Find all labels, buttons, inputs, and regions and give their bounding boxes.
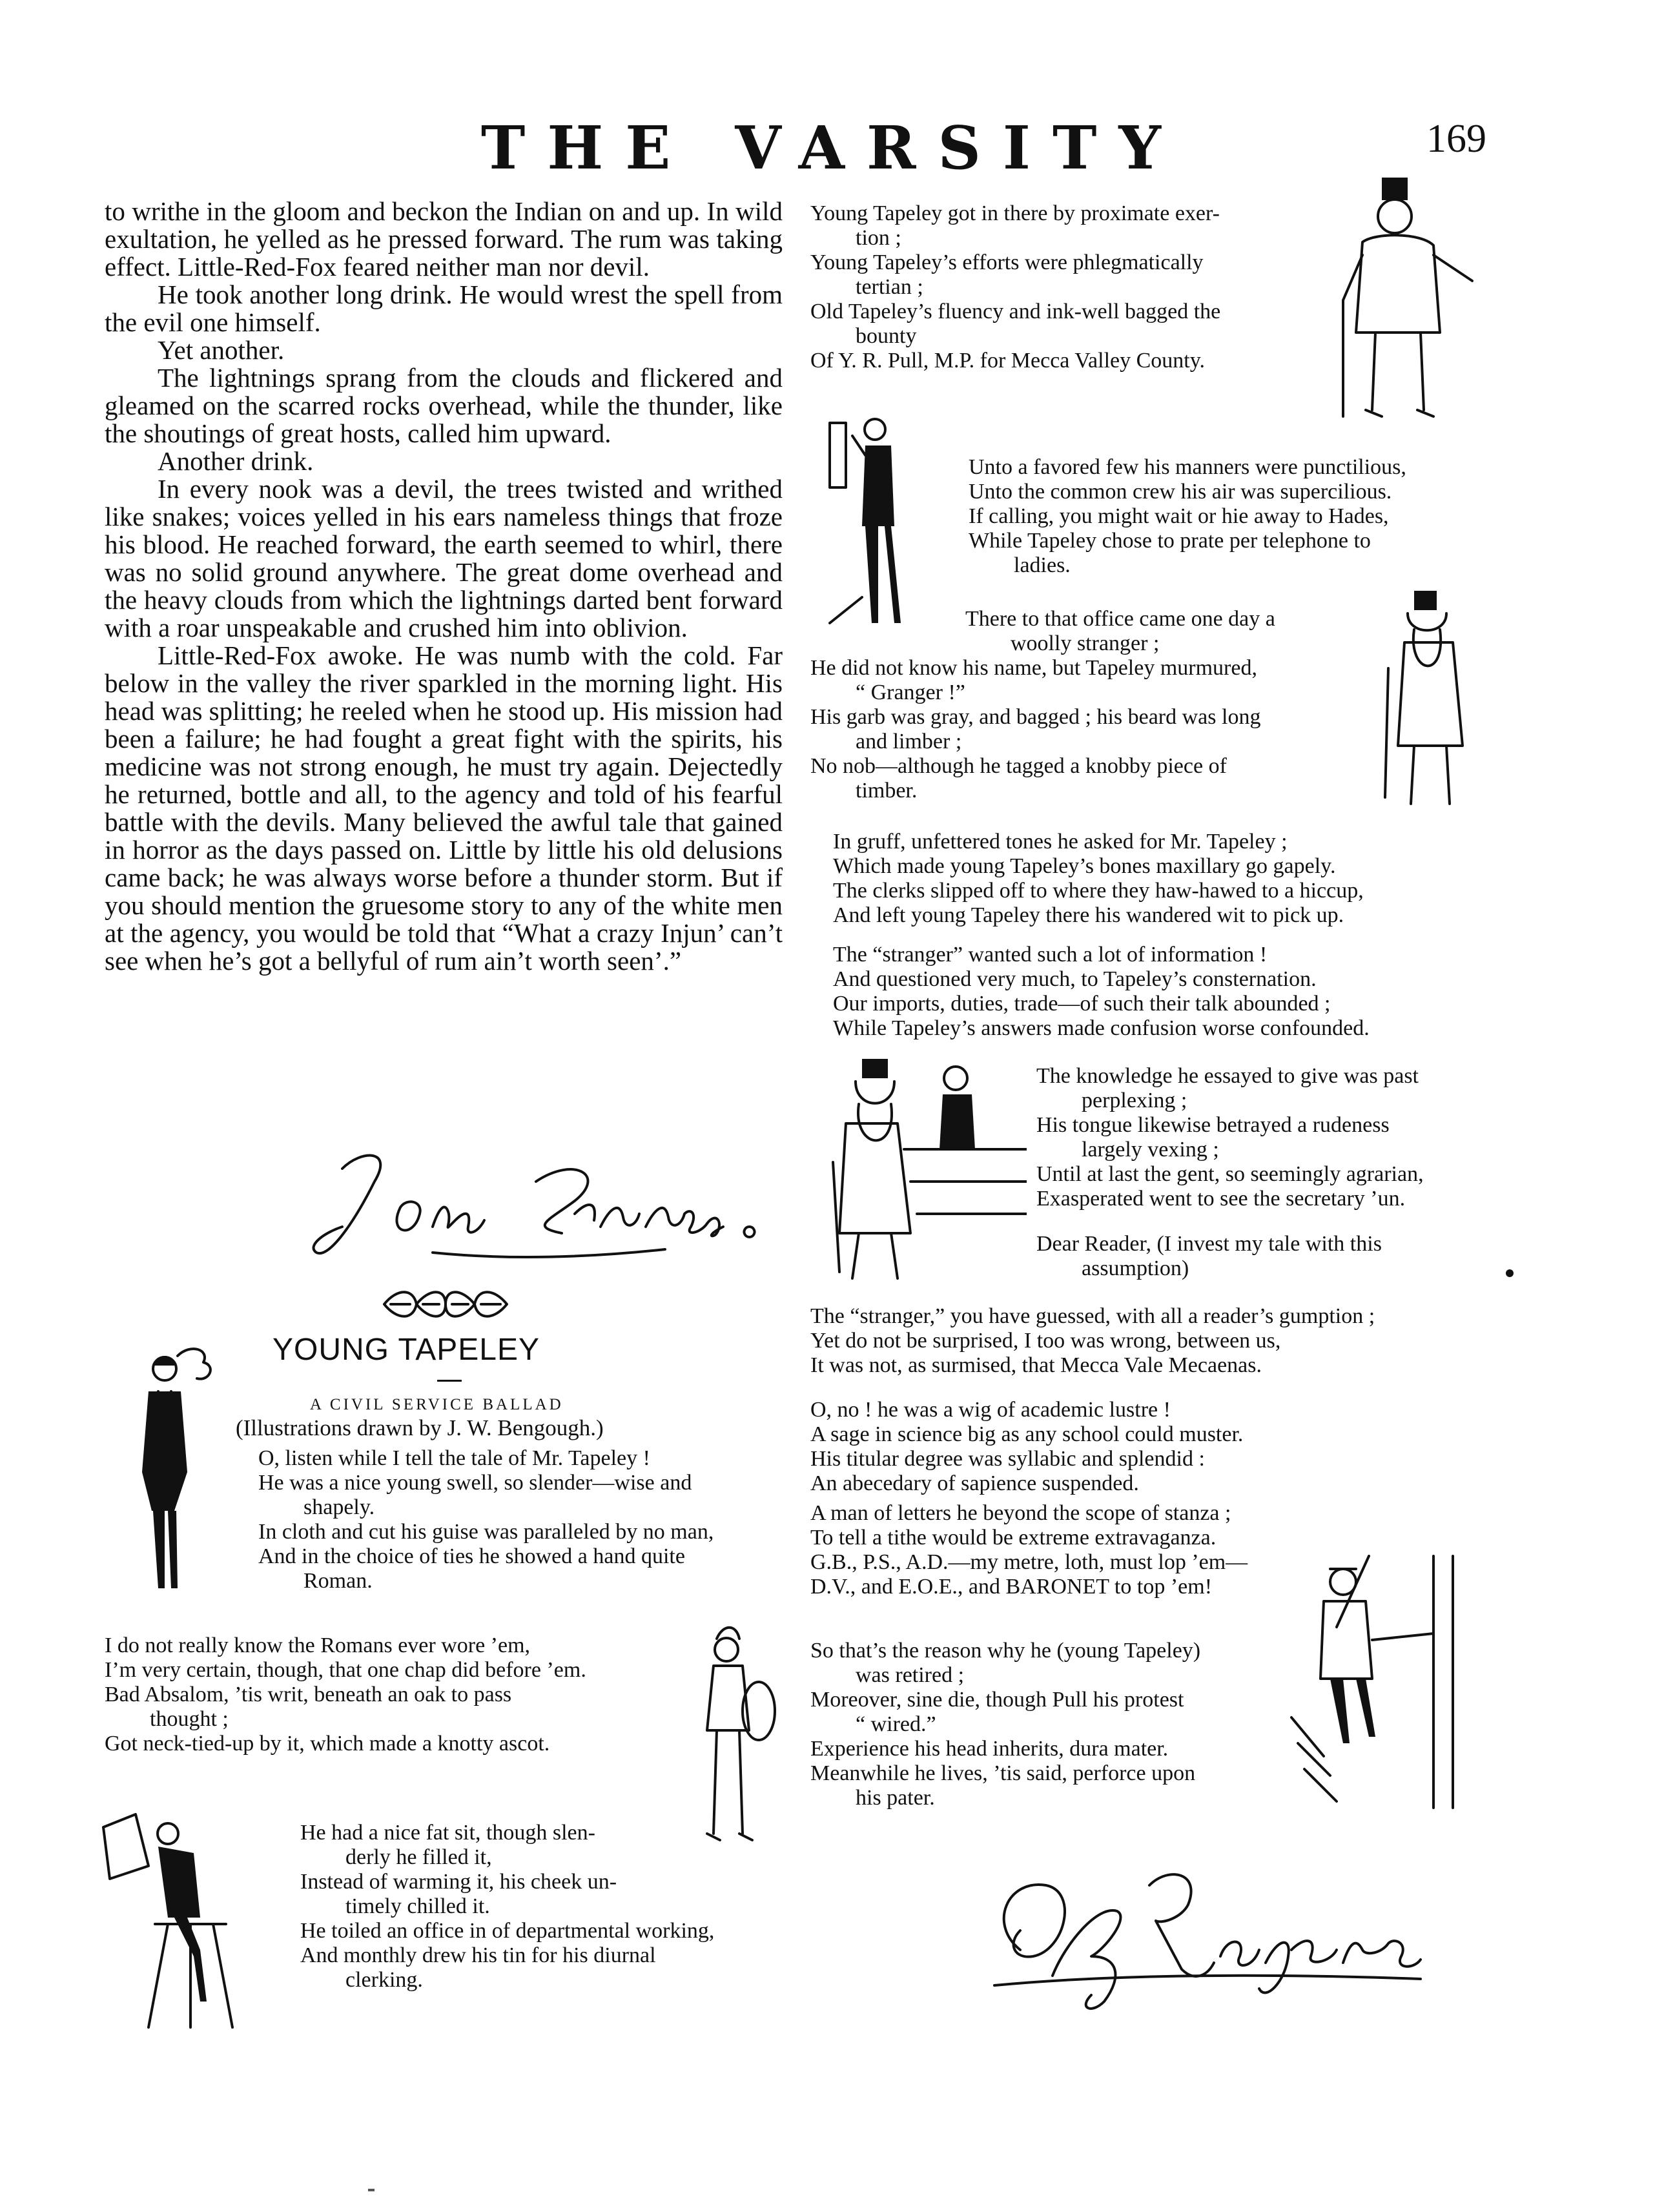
story-paragraph: He took another long drink. He would wrest the spell from the evil one himself. xyxy=(105,280,783,337)
verse-line: ladies. xyxy=(1014,553,1071,577)
verse-line: Experience his head inherits, dura mater. xyxy=(810,1737,1169,1761)
verse-line: D.V., and E.O.E., and BARONET to top ’em! xyxy=(810,1575,1213,1599)
pull-mp-illustration xyxy=(1317,171,1485,423)
story-paragraph: Another drink. xyxy=(158,446,314,476)
ballad-stanza-10 xyxy=(810,1232,1495,1378)
illustration-credit: (Illustrations drawn by J. W. Bengough.) xyxy=(236,1415,604,1440)
verse-line: While Tapeley’s answers made confusion worse confounded. xyxy=(833,1016,1370,1040)
verse-line: While Tapeley chose to prate per telephone to xyxy=(969,529,1371,553)
ballad-stanza-8 xyxy=(833,943,1492,1041)
ballad-title: YOUNG TAPELEY xyxy=(272,1333,540,1367)
verse-line: Got neck-tied-up by it, which made a knotty ascot. xyxy=(105,1732,550,1756)
verse-line: And monthly drew his tin for his diurnal xyxy=(300,1943,656,1967)
verse-line: timber. xyxy=(856,779,918,803)
verse-line: Instead of warming it, his cheek un- xyxy=(300,1870,617,1894)
story-paragraph: to writhe in the gloom and beckon the Indian on and up. In wild exultation, he yelled as he pressed forward. The rum was taking effect. Little-Red-Fox feared neither man nor devil. xyxy=(105,196,783,282)
verse-line: “ Granger !” xyxy=(856,681,965,704)
verse-line: He toiled an office in of departmental working, xyxy=(300,1919,715,1943)
verse-line: Dear Reader, (I invest my tale with this xyxy=(1036,1232,1382,1256)
verse-line: Unto a favored few his manners were punctilious, xyxy=(969,455,1406,479)
verse-line: In gruff, unfettered tones he asked for Mr. Tapeley ; xyxy=(833,830,1288,854)
verse-line: woolly stranger ; xyxy=(1011,631,1160,655)
verse-line: assumption) xyxy=(1082,1256,1189,1280)
stray-dot xyxy=(1506,1269,1514,1277)
verse-line: Yet do not be surprised, I too was wrong, between us, xyxy=(810,1329,1281,1353)
ballad-stanza-13 xyxy=(810,1639,1327,1810)
decorative-ornament xyxy=(378,1282,513,1327)
verse-line: bounty xyxy=(856,324,917,348)
ballad-stanza-3 xyxy=(300,1821,791,1992)
verse-line: O, listen while I tell the tale of Mr. Tapeley ! xyxy=(258,1446,650,1470)
verse-line: thought ; xyxy=(150,1707,229,1731)
verse-line: tertian ; xyxy=(856,275,923,299)
verse-line: His tongue likewise betrayed a rudeness xyxy=(1036,1113,1390,1137)
verse-line: And questioned very much, to Tapeley’s consternation. xyxy=(833,967,1317,991)
verse-line: Moreover, sine die, though Pull his protest xyxy=(810,1688,1184,1712)
ballad-stanza-2 xyxy=(105,1633,686,1756)
verse-line: A man of letters he beyond the scope of stanza ; xyxy=(810,1501,1231,1525)
verse-line: Old Tapeley’s fluency and ink-well bagged the xyxy=(810,300,1221,323)
verse-line: A sage in science big as any school could muster. xyxy=(810,1422,1244,1446)
ballad-stanza-6 xyxy=(810,607,1392,803)
verse-line: Bad Absalom, ’tis writ, beneath an oak to pass xyxy=(105,1683,512,1706)
verse-line: largely vexing ; xyxy=(1082,1138,1219,1162)
verse-line: perplexing ; xyxy=(1082,1089,1187,1112)
verse-line: clerking. xyxy=(345,1968,423,1992)
verse-line: It was not, as surmised, that Mecca Vale Mecaenas. xyxy=(810,1353,1262,1377)
page-number: 169 xyxy=(1426,117,1486,161)
signature-og-rogers xyxy=(969,1847,1459,2021)
verse-line: tion ; xyxy=(856,226,901,250)
verse-line: Young Tapeley got in there by proximate exer- xyxy=(810,201,1220,225)
verse-line: Roman. xyxy=(303,1569,373,1593)
verse-line: He was a nice young swell, so slender—wise and xyxy=(258,1471,692,1495)
verse-line: Our imports, duties, trade—of such their talk abounded ; xyxy=(833,992,1331,1016)
verse-line: timely chilled it. xyxy=(345,1894,490,1918)
verse-line: His garb was gray, and bagged ; his beard was long xyxy=(810,705,1261,729)
verse-line: derly he filled it, xyxy=(345,1845,492,1869)
verse-line: If calling, you might wait or hie away to Hades, xyxy=(969,504,1389,528)
verse-line: G.B., P.S., A.D.—my metre, loth, must lop ’em— xyxy=(810,1550,1248,1574)
verse-line: Young Tapeley’s efforts were phlegmatically xyxy=(810,251,1204,274)
tapeley-smoking-illustration xyxy=(113,1343,223,1601)
page-speck xyxy=(368,2189,375,2191)
tapeley-ejected-illustration xyxy=(1285,1550,1479,1821)
story-paragraph: Little-Red-Fox awoke. He was numb with the cold. Far below in the valley the river sparkled in the morning light. His head was splitting; he reeled when he stood up. His mission had been a failure; he had fought a great fight with the spirits, his medicine was not strong enough, he must try again. Dejectedly he returned, bottle and all, to the agency and told of his fearful battle with the devils. Many believed the awful tale that gained in horror as the days passed on. Little by little his old delusions came back; he was always worse before a thunder storm. But if you should mention the gruesome story to any of the white men at the agency, you would be told that “What a crazy Injun’ can’t see when he’s got a bellyful of rum ain’t worth seen’.” xyxy=(105,640,783,976)
masthead: THE VARSITY xyxy=(480,113,1184,183)
ballad-subtitle: A CIVIL SERVICE BALLAD xyxy=(310,1396,564,1413)
ballad-stanza-1 xyxy=(258,1446,788,1593)
verse-line: The knowledge he essayed to give was past xyxy=(1036,1064,1419,1088)
verse-line: I do not really know the Romans ever wore ’em, xyxy=(105,1633,531,1657)
ballad-stanza-4 xyxy=(810,201,1301,373)
verse-line: So that’s the reason why he (young Tapeley) xyxy=(810,1639,1201,1663)
woolly-stranger-illustration xyxy=(1369,584,1485,817)
verse-line: “ wired.” xyxy=(856,1712,936,1736)
verse-line: O, no ! he was a wig of academic lustre ! xyxy=(810,1398,1171,1422)
verse-line: An abecedary of sapience suspended. xyxy=(810,1471,1139,1495)
verse-line: No nob—although he tagged a knobby piece of xyxy=(810,754,1227,778)
verse-line: The “stranger,” you have guessed, with all a reader’s gumption ; xyxy=(810,1304,1375,1328)
verse-line: and limber ; xyxy=(856,730,962,753)
story-paragraph: The lightnings sprang from the clouds and flickered and gleamed on the scarred rocks overhead, while the thunder, like the shoutings of great hosts, called him upward. xyxy=(105,363,783,448)
verse-line: The clerks slipped off to where they haw-hawed to a hiccup, xyxy=(833,879,1364,903)
story-paragraph: Yet another. xyxy=(158,335,285,365)
verse-line: Unto the common crew his air was supercilious. xyxy=(969,480,1392,504)
verse-line: To tell a tithe would be extreme extravaganza. xyxy=(810,1526,1217,1550)
verse-line: Of Y. R. Pull, M.P. for Mecca Valley County. xyxy=(810,349,1206,373)
verse-line: was retired ; xyxy=(856,1663,965,1687)
verse-line: Meanwhile he lives, ’tis said, perforce upon xyxy=(810,1761,1196,1785)
verse-line: His titular degree was syllabic and splendid : xyxy=(810,1447,1205,1471)
verse-line: And in the choice of ties he showed a hand quite xyxy=(258,1544,685,1568)
ballad-stanza-5 xyxy=(969,455,1498,578)
verse-line: shapely. xyxy=(303,1495,375,1519)
ballad-stanza-7 xyxy=(833,830,1492,928)
ballad-stanza-11 xyxy=(810,1398,1469,1496)
verse-line: In cloth and cut his guise was paralleled by no man, xyxy=(258,1520,714,1544)
story-text xyxy=(105,198,783,975)
verse-line: He had a nice fat sit, though slen- xyxy=(300,1821,595,1845)
verse-line: He did not know his name, but Tapeley murmured, xyxy=(810,656,1257,680)
signature-john-innes xyxy=(303,1130,794,1285)
verse-line: Until at last the gent, so seemingly agrarian, xyxy=(1036,1162,1424,1186)
verse-line: And left young Tapeley there his wandered wit to pick up. xyxy=(833,903,1344,927)
story-paragraph: In every nook was a devil, the trees twisted and writhed like snakes; voices yelled in his ears nameless things that froze his blood. He reached forward, the earth seemed to whirl, there was no solid ground anywhere. The great dome overhead and the heavy clouds from which the lightnings darted bent forward with a roar unspeakable and crushed him into oblivion. xyxy=(105,474,783,642)
verse-line: his pater. xyxy=(856,1786,935,1810)
title-rule xyxy=(437,1380,462,1382)
verse-line: I’m very certain, though, that one chap did before ’em. xyxy=(105,1658,586,1682)
clerk-on-stool-illustration xyxy=(97,1808,278,2040)
verse-line: Which made young Tapeley’s bones maxillary go gapely. xyxy=(833,854,1336,878)
verse-line: The “stranger” wanted such a lot of information ! xyxy=(833,943,1268,967)
verse-line: There to that office came one day a xyxy=(965,607,1275,631)
verse-line: Exasperated went to see the secretary ’un. xyxy=(1036,1187,1406,1211)
ballad-stanza-9 xyxy=(1036,1064,1501,1211)
